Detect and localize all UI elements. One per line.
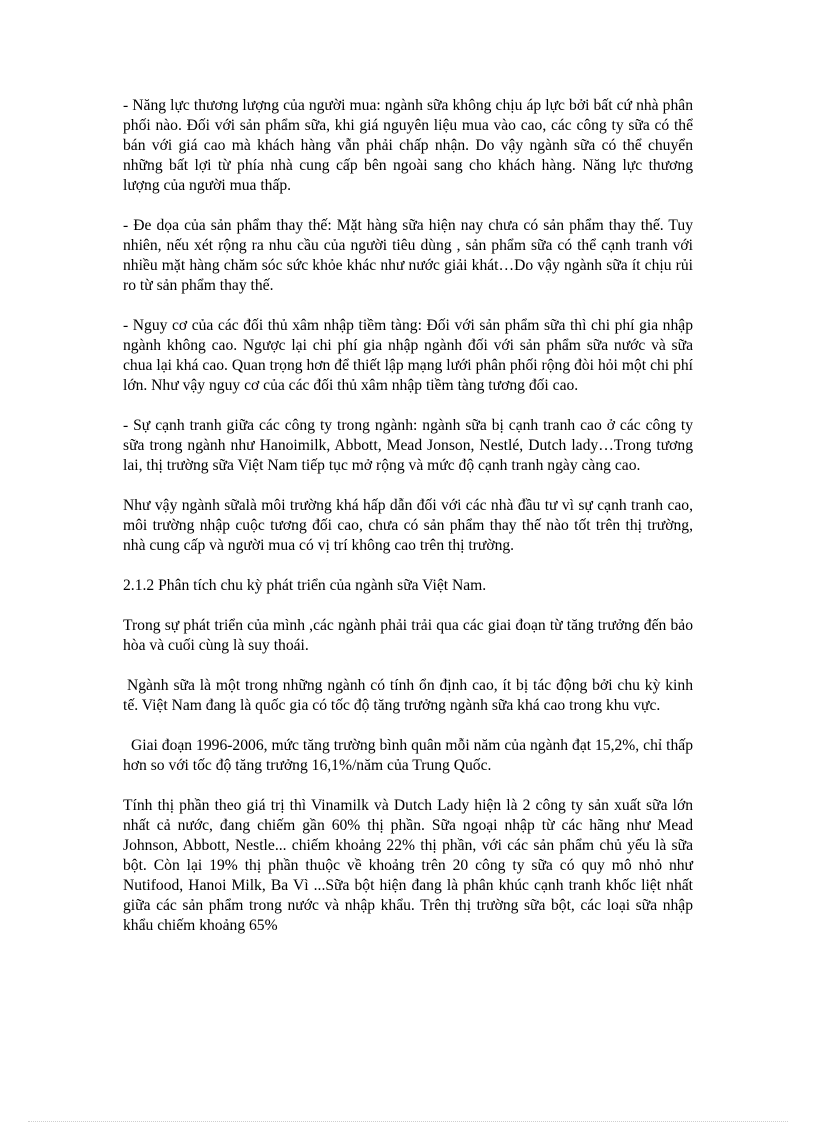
paragraph-market-share: Tính thị phần theo giá trị thì Vinamilk và Dutch Lady hiện là 2 công ty sản xuất sữa lớn nhất cả nước, đang chiếm gần 60% thị phần. Sữa ngoại nhập từ các hãng như Mead Johnson, Abbott, Nestle... chiếm khoảng 22% thị phần, với các sản phẩm chủ yếu là sữa bột. Còn lại 19% thị phần thuộc về khoảng trên 20 công ty sữa có quy mô nhỏ như Nutifood, Hanoi Milk, Ba Vì ...Sữa bột hiện đang là phân khúc cạnh tranh khốc liệt nhất giữa các sản phẩm trong nước và nhập khẩu. Trên thị trường sữa bột, các loại sữa nhập khẩu chiếm khoảng 65%	[123, 797, 693, 934]
paragraph-growth-stages: Trong sự phát triển của mình ,các ngành phải trải qua các giai đoạn từ tăng trưởng đến bảo hòa và cuối cùng là suy thoái.	[123, 617, 693, 654]
paragraph-conclusion: Như vậy ngành sữalà môi trường khá hấp dẫn đối với các nhà đầu tư vì sự cạnh tranh cao, môi trường nhập cuộc tương đối cao, chưa có sản phẩm thay thế nào tốt trên thị trường, nhà cung cấp và người mua có vị trí không cao trên thị trường.	[123, 497, 693, 554]
paragraph-buyer-power: - Năng lực thương lượng của người mua: ngành sữa không chịu áp lực bởi bất cứ nhà phân phối nào. Đối với sản phẩm sữa, khi giá nguyên liệu mua vào cao, các công ty sữa có thể bán với giá cao mà khách hàng vẫn phải chấp nhận. Do vậy ngành sữa có thể chuyển những bất lợi từ phía nhà cung cấp bên ngoài sang cho khách hàng. Năng lực thương lượng của người mua thấp.	[123, 97, 693, 194]
paragraph-industry-rivalry: - Sự cạnh tranh giữa các công ty trong ngành: ngành sữa bị cạnh tranh cao ở các công ty sữa trong ngành như Hanoimilk, Abbott, Mead Jonson, Nestlé, Dutch lady…Trong tương lai, thị trường sữa Việt Nam tiếp tục mở rộng và mức độ cạnh tranh ngày càng cao.	[123, 417, 693, 474]
document-body	[123, 96, 693, 956]
section-heading: 2.1.2 Phân tích chu kỳ phát triển của ngành sữa Việt Nam.	[123, 577, 487, 594]
paragraph-growth-rate: Giai đoạn 1996-2006, mức tăng trường bình quân mỗi năm của ngành đạt 15,2%, chỉ thấp hơn so với tốc độ tăng trưởng 16,1%/năm của Trung Quốc.	[123, 737, 693, 774]
paragraph-stability: Ngành sữa là một trong những ngành có tính ổn định cao, ít bị tác động bởi chu kỳ kinh tế. Việt Nam đang là quốc gia có tốc độ tăng trưởng ngành sữa khá cao trong khu vực.	[123, 677, 693, 714]
paragraph-substitute-threat: - Đe dọa của sản phẩm thay thế: Mặt hàng sữa hiện nay chưa có sản phẩm thay thế. Tuy nhiên, nếu xét rộng ra nhu cầu của người tiêu dùng , sản phẩm sữa có thể cạnh tranh với nhiều mặt hàng chăm sóc sức khỏe khác như nước giải khát…Do vậy ngành sữa ít chịu rủi ro từ sản phẩm thay thế.	[123, 217, 693, 294]
paragraph-new-entrants: - Nguy cơ của các đối thủ xâm nhập tiềm tàng: Đối với sản phẩm sữa thì chi phí gia nhập ngành không cao. Ngược lại chi phí gia nhập ngành đối với sản phẩm sữa nước và sữa chua lại khá cao. Quan trọng hơn để thiết lập mạng lưới phân phối rộng đòi hỏi một chi phí lớn. Như vậy nguy cơ của các đối thủ xâm nhập tiềm tàng tương đối cao.	[123, 317, 693, 394]
page-bottom-border	[28, 1121, 788, 1122]
